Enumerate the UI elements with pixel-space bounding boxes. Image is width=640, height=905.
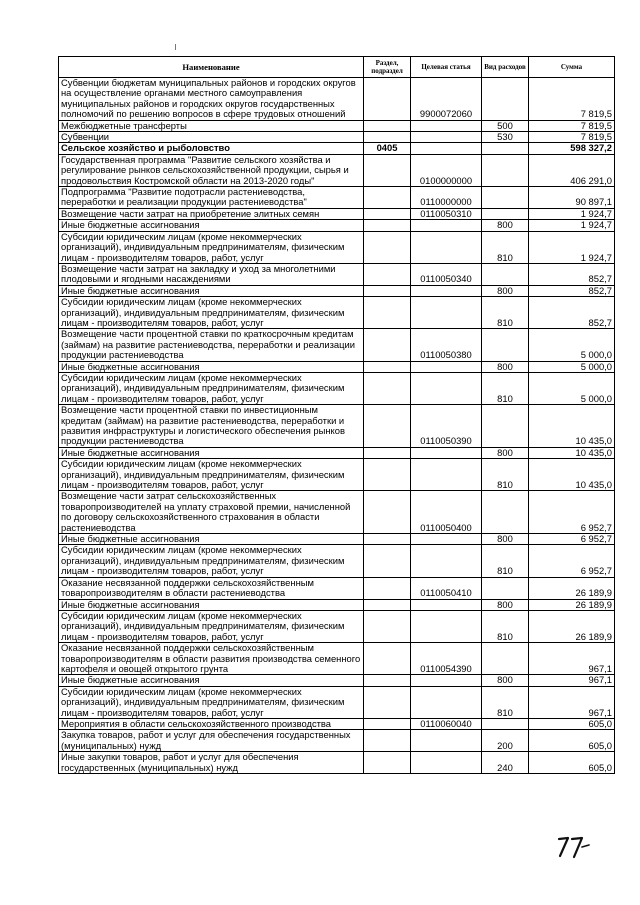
cell-section <box>364 154 411 186</box>
cell-section <box>364 220 411 231</box>
cell-sum: 26 189,9 <box>529 610 615 642</box>
header-sum: Сумма <box>529 57 615 78</box>
cell-sum: 967,1 <box>529 675 615 686</box>
cell-section <box>364 263 411 285</box>
cell-section <box>364 730 411 752</box>
cell-target <box>411 285 482 296</box>
cell-target <box>411 143 482 154</box>
cell-section <box>364 610 411 642</box>
cell-name: Иные закупки товаров, работ и услуг для обеспечения государственных (муниципальных) нужд <box>59 752 364 774</box>
cell-name: Иные бюджетные ассигнования <box>59 534 364 545</box>
cell-sum: 967,1 <box>529 686 615 718</box>
cell-section <box>364 297 411 329</box>
cell-type <box>482 143 529 154</box>
cell-section <box>364 372 411 404</box>
cell-type <box>482 154 529 186</box>
cell-section <box>364 686 411 718</box>
cell-sum: 605,0 <box>529 730 615 752</box>
cell-type: 800 <box>482 675 529 686</box>
header-section: Раздел, подраздел <box>364 57 411 78</box>
table-row <box>59 154 615 186</box>
cell-name: Возмещение части процентной ставки по краткосрочным кредитам (займам) на развитие растениеводства, переработки и реализации продукции растениеводства <box>59 329 364 361</box>
cell-name: Субсидии юридическим лицам (кроме некоммерческих организаций), индивидуальным предпринимателям, физическим лицам - производителям товаров, работ, услуг <box>59 372 364 404</box>
cell-target <box>411 752 482 774</box>
cell-section <box>364 545 411 577</box>
table-row <box>59 285 615 296</box>
table-row <box>59 132 615 143</box>
cell-type: 800 <box>482 285 529 296</box>
cell-type: 810 <box>482 610 529 642</box>
header-type: Вид расходов <box>482 57 529 78</box>
cell-type: 200 <box>482 730 529 752</box>
cell-sum: 6 952,7 <box>529 545 615 577</box>
cell-target <box>411 730 482 752</box>
cell-section <box>364 577 411 599</box>
cell-target: 0110050400 <box>411 491 482 534</box>
cell-name: Субсидии юридическим лицам (кроме некоммерческих организаций), индивидуальным предпринимателям, физическим лицам - производителям товаров, работ, услуг <box>59 231 364 263</box>
cell-section <box>364 285 411 296</box>
table-row <box>59 143 615 154</box>
cell-type <box>482 329 529 361</box>
cell-type: 800 <box>482 220 529 231</box>
cell-section <box>364 187 411 209</box>
cell-type: 810 <box>482 686 529 718</box>
cell-section <box>364 534 411 545</box>
header-name: Наименование <box>59 57 364 78</box>
cell-type <box>482 577 529 599</box>
cell-target <box>411 297 482 329</box>
cell-sum: 7 819,5 <box>529 132 615 143</box>
cell-section <box>364 120 411 131</box>
table-row <box>59 675 615 686</box>
table-row <box>59 372 615 404</box>
cell-target <box>411 231 482 263</box>
table-row <box>59 686 615 718</box>
cell-sum: 1 924,7 <box>529 208 615 219</box>
cell-sum: 967,1 <box>529 643 615 675</box>
cell-sum: 1 924,7 <box>529 231 615 263</box>
cell-target <box>411 599 482 610</box>
cell-type <box>482 718 529 729</box>
cell-sum: 5 000,0 <box>529 361 615 372</box>
table-row <box>59 459 615 491</box>
cell-name: Закупка товаров, работ и услуг для обеспечения государственных (муниципальных) нужд <box>59 730 364 752</box>
cell-target <box>411 372 482 404</box>
cell-name: Субвенции бюджетам муниципальных районов и городских округов на осуществление органами местного самоуправления муниципальных районов и городских округов государственных полномочий по решению вопросов в сфере трудовых отношений <box>59 78 364 121</box>
cell-target <box>411 459 482 491</box>
cell-type: 800 <box>482 447 529 458</box>
cell-section <box>364 599 411 610</box>
cell-sum: 26 189,9 <box>529 599 615 610</box>
cell-target: 0110050310 <box>411 208 482 219</box>
cell-type <box>482 643 529 675</box>
cell-name: Мероприятия в области сельскохозяйственного производства <box>59 718 364 729</box>
cell-section <box>364 78 411 121</box>
cell-target <box>411 447 482 458</box>
cell-name: Возмещение части процентной ставки по инвестиционным кредитам (займам) на развитие растениеводства, переработки и развития инфраструктуры и логистического обеспечения рынков продукции растениеводства <box>59 405 364 448</box>
cell-name: Возмещение части затрат на приобретение элитных семян <box>59 208 364 219</box>
table-row <box>59 208 615 219</box>
cell-name: Иные бюджетные ассигнования <box>59 220 364 231</box>
cell-type: 530 <box>482 132 529 143</box>
table-row <box>59 297 615 329</box>
cell-type: 810 <box>482 231 529 263</box>
table-row <box>59 534 615 545</box>
cell-target: 0110054390 <box>411 643 482 675</box>
cell-name: Субсидии юридическим лицам (кроме некоммерческих организаций), индивидуальным предпринимателям, физическим лицам - производителям товаров, работ, услуг <box>59 610 364 642</box>
cell-sum: 852,7 <box>529 297 615 329</box>
table-row <box>59 491 615 534</box>
cell-target: 0110050410 <box>411 577 482 599</box>
table-row <box>59 405 615 448</box>
cell-sum: 10 435,0 <box>529 459 615 491</box>
cell-name: Субвенции <box>59 132 364 143</box>
cell-target <box>411 675 482 686</box>
cell-type: 240 <box>482 752 529 774</box>
cell-target <box>411 545 482 577</box>
table-row <box>59 730 615 752</box>
cell-name: Оказание несвязанной поддержки сельскохозяйственным товаропроизводителям в области растениеводства <box>59 577 364 599</box>
cell-section <box>364 459 411 491</box>
cell-target <box>411 120 482 131</box>
table-row <box>59 718 615 729</box>
cell-section: 0405 <box>364 143 411 154</box>
cell-name: Иные бюджетные ассигнования <box>59 285 364 296</box>
cell-sum: 10 435,0 <box>529 447 615 458</box>
table-row <box>59 447 615 458</box>
cell-name: Иные бюджетные ассигнования <box>59 675 364 686</box>
cell-target: 0110050390 <box>411 405 482 448</box>
scan-mark <box>175 44 176 50</box>
cell-type <box>482 405 529 448</box>
cell-section <box>364 718 411 729</box>
cell-type <box>482 491 529 534</box>
cell-target: 0100000000 <box>411 154 482 186</box>
cell-target: 0110050340 <box>411 263 482 285</box>
cell-section <box>364 361 411 372</box>
cell-name: Сельское хозяйство и рыболовство <box>59 143 364 154</box>
cell-sum: 1 924,7 <box>529 220 615 231</box>
table-row <box>59 187 615 209</box>
cell-section <box>364 447 411 458</box>
cell-sum: 5 000,0 <box>529 329 615 361</box>
cell-target: 0110000000 <box>411 187 482 209</box>
cell-name: Субсидии юридическим лицам (кроме некоммерческих организаций), индивидуальным предпринимателям, физическим лицам - производителям товаров, работ, услуг <box>59 545 364 577</box>
cell-sum: 852,7 <box>529 285 615 296</box>
cell-name: Возмещение части затрат сельскохозяйственных товаропроизводителей на уплату страховой премии, начисленной по договору сельскохозяйственного страхования в области растениеводства <box>59 491 364 534</box>
header-target: Целевая статья <box>411 57 482 78</box>
table-row <box>59 577 615 599</box>
cell-name: Возмещение части затрат на закладку и уход за многолетними плодовыми и ягодными насаждениями <box>59 263 364 285</box>
table-header-row <box>59 57 615 78</box>
cell-section <box>364 405 411 448</box>
table-row <box>59 361 615 372</box>
cell-type: 810 <box>482 297 529 329</box>
table-row <box>59 231 615 263</box>
cell-name: Иные бюджетные ассигнования <box>59 361 364 372</box>
cell-type: 800 <box>482 534 529 545</box>
cell-type: 810 <box>482 459 529 491</box>
cell-name: Субсидии юридическим лицам (кроме некоммерческих организаций), индивидуальным предпринимателям, физическим лицам - производителям товаров, работ, услуг <box>59 459 364 491</box>
cell-name: Субсидии юридическим лицам (кроме некоммерческих организаций), индивидуальным предпринимателям, физическим лицам - производителям товаров, работ, услуг <box>59 686 364 718</box>
cell-type <box>482 187 529 209</box>
cell-target: 0110050380 <box>411 329 482 361</box>
cell-sum: 598 327,2 <box>529 143 615 154</box>
cell-sum: 6 952,7 <box>529 491 615 534</box>
cell-section <box>364 752 411 774</box>
cell-sum: 605,0 <box>529 718 615 729</box>
table-row <box>59 263 615 285</box>
cell-section <box>364 329 411 361</box>
cell-target <box>411 361 482 372</box>
cell-sum: 605,0 <box>529 752 615 774</box>
cell-sum: 10 435,0 <box>529 405 615 448</box>
cell-name: Оказание несвязанной поддержки сельскохозяйственным товаропроизводителям в области развития производства семенного картофеля и овощей открытого грунта <box>59 643 364 675</box>
cell-target <box>411 610 482 642</box>
cell-section <box>364 491 411 534</box>
budget-table <box>58 56 615 774</box>
cell-name: Субсидии юридическим лицам (кроме некоммерческих организаций), индивидуальным предпринимателям, физическим лицам - производителям товаров, работ, услуг <box>59 297 364 329</box>
cell-target: 0110060040 <box>411 718 482 729</box>
cell-section <box>364 675 411 686</box>
cell-name: Подпрограмма "Развитие подотрасли растениеводства, переработки и реализации продукции растениеводства" <box>59 187 364 209</box>
cell-section <box>364 208 411 219</box>
table-row <box>59 610 615 642</box>
table-row <box>59 329 615 361</box>
cell-type <box>482 208 529 219</box>
cell-type <box>482 263 529 285</box>
cell-sum: 5 000,0 <box>529 372 615 404</box>
cell-sum: 7 819,5 <box>529 78 615 121</box>
cell-type: 810 <box>482 372 529 404</box>
cell-section <box>364 231 411 263</box>
table-row <box>59 643 615 675</box>
cell-target: 9900072060 <box>411 78 482 121</box>
cell-name: Государственная программа "Развитие сельского хозяйства и регулирование рынков сельскохозяйственной продукции, сырья и продовольствия Костромской области на 2013-2020 годы" <box>59 154 364 186</box>
cell-name: Межбюджетные трансферты <box>59 120 364 131</box>
table-row <box>59 220 615 231</box>
cell-target <box>411 534 482 545</box>
cell-sum: 7 819,5 <box>529 120 615 131</box>
table-row <box>59 599 615 610</box>
table-row <box>59 752 615 774</box>
cell-name: Иные бюджетные ассигнования <box>59 599 364 610</box>
cell-target <box>411 132 482 143</box>
cell-type: 810 <box>482 545 529 577</box>
table-row <box>59 78 615 121</box>
cell-type: 800 <box>482 361 529 372</box>
cell-sum: 6 952,7 <box>529 534 615 545</box>
cell-sum: 406 291,0 <box>529 154 615 186</box>
cell-type: 500 <box>482 120 529 131</box>
cell-sum: 852,7 <box>529 263 615 285</box>
table-row <box>59 120 615 131</box>
cell-sum: 90 897,1 <box>529 187 615 209</box>
cell-type <box>482 78 529 121</box>
cell-sum: 26 189,9 <box>529 577 615 599</box>
cell-target <box>411 686 482 718</box>
handwritten-page-number <box>553 833 593 861</box>
cell-name: Иные бюджетные ассигнования <box>59 447 364 458</box>
cell-section <box>364 132 411 143</box>
table-row <box>59 545 615 577</box>
cell-target <box>411 220 482 231</box>
cell-section <box>364 643 411 675</box>
cell-type: 800 <box>482 599 529 610</box>
